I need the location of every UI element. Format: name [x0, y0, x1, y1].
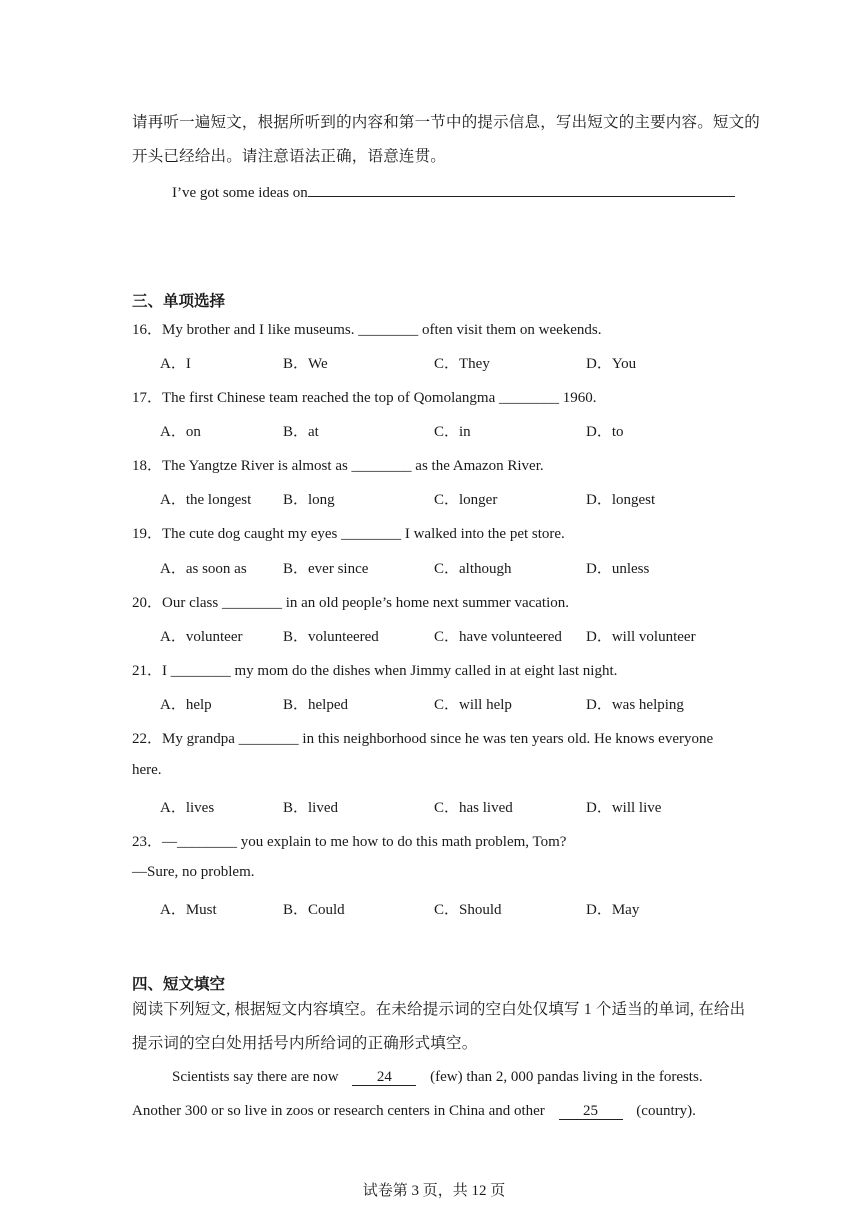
question-stem: 19．The cute dog caught my eyes ________ I walked into the pet store.: [132, 526, 565, 542]
writing-starter: [172, 182, 735, 202]
page-footer: 试卷第 3 页，共 12 页: [362, 1183, 506, 1199]
cloze-text: Scientists say there are now: [172, 1069, 339, 1085]
options-row: [160, 796, 760, 818]
intro-line-2: 开头已经给出。请注意语法正确，语意连贯。: [132, 148, 447, 165]
option-b[interactable]: B．long: [283, 492, 335, 508]
option-c[interactable]: C．will help: [434, 697, 512, 713]
option-a[interactable]: A．the longest: [160, 492, 252, 508]
question-stem: 18．The Yangtze River is almost as ________ as the Amazon River.: [132, 458, 544, 474]
question-stem: 20．Our class ________ in an old people’s home next summer vacation.: [132, 595, 569, 611]
blank-24[interactable]: 24: [352, 1069, 416, 1086]
option-d[interactable]: D．longest: [586, 492, 656, 508]
starter-text: I’ve got some ideas on: [172, 185, 308, 201]
cloze-instruction-1: 阅读下列短文, 根据短文内容填空。在未给提示词的空白处仅填写 1 个适当的单词, 在给出: [132, 1001, 746, 1018]
option-b[interactable]: B．ever since: [283, 561, 369, 577]
section-title-cloze: 四、短文填空: [132, 976, 226, 993]
cloze-line-1: [172, 1069, 703, 1086]
option-a[interactable]: A．on: [160, 424, 201, 440]
option-a[interactable]: A．Must: [160, 902, 217, 918]
option-a[interactable]: A．I: [160, 356, 191, 372]
option-c[interactable]: C．have volunteered: [434, 629, 562, 645]
writing-answer-line[interactable]: [308, 182, 735, 197]
option-a[interactable]: A．help: [160, 697, 212, 713]
option-d[interactable]: D．to: [586, 424, 624, 440]
option-a[interactable]: A．volunteer: [160, 629, 243, 645]
options-row: [160, 693, 760, 715]
option-b[interactable]: B．lived: [283, 800, 338, 816]
option-d[interactable]: D．was helping: [586, 697, 684, 713]
options-row: [160, 420, 760, 442]
option-b[interactable]: B．We: [283, 356, 328, 372]
question-stem-continued: here.: [132, 762, 162, 778]
cloze-instruction-2: 提示词的空白处用括号内所给词的正确形式填空。: [132, 1035, 478, 1052]
question-reply: —Sure, no problem.: [132, 864, 255, 880]
question-stem: 17．The first Chinese team reached the top of Qomolangma ________ 1960.: [132, 390, 597, 406]
options-row: [160, 488, 760, 510]
question-stem: 16．My brother and I like museums. ________ often visit them on weekends.: [132, 322, 602, 338]
option-b[interactable]: B．helped: [283, 697, 348, 713]
question-stem: 22．My grandpa ________ in this neighborhood since he was ten years old. He knows everyone: [132, 731, 714, 747]
option-d[interactable]: D．unless: [586, 561, 650, 577]
section-title-multiple-choice: 三、单项选择: [132, 293, 226, 310]
option-b[interactable]: B．Could: [283, 902, 345, 918]
question-stem: 21．I ________ my mom do the dishes when Jimmy called in at eight last night.: [132, 663, 618, 679]
cloze-line-2: [132, 1103, 696, 1120]
intro-line-1: 请再听一遍短文，根据所听到的内容和第一节中的提示信息，写出短文的主要内容。短文的: [132, 114, 761, 131]
question-stem: 23．—________ you explain to me how to do this math problem, Tom?: [132, 834, 567, 850]
option-a[interactable]: A．lives: [160, 800, 215, 816]
cloze-text: Another 300 or so live in zoos or research centers in China and other: [132, 1103, 545, 1119]
options-row: [160, 625, 760, 647]
options-row: [160, 898, 760, 920]
option-d[interactable]: D．May: [586, 902, 640, 918]
option-c[interactable]: C．in: [434, 424, 471, 440]
options-row: [160, 557, 760, 579]
cloze-text: (country).: [636, 1103, 696, 1119]
option-d[interactable]: D．will volunteer: [586, 629, 696, 645]
option-c[interactable]: C．longer: [434, 492, 498, 508]
blank-25[interactable]: 25: [559, 1103, 623, 1120]
option-c[interactable]: C．although: [434, 561, 512, 577]
option-c[interactable]: C．They: [434, 356, 490, 372]
option-d[interactable]: D．will live: [586, 800, 662, 816]
option-b[interactable]: B．at: [283, 424, 319, 440]
option-b[interactable]: B．volunteered: [283, 629, 379, 645]
option-c[interactable]: C．Should: [434, 902, 502, 918]
cloze-text: (few) than 2, 000 pandas living in the forests.: [430, 1069, 703, 1085]
options-row: [160, 352, 760, 374]
option-a[interactable]: A．as soon as: [160, 561, 247, 577]
option-c[interactable]: C．has lived: [434, 800, 513, 816]
option-d[interactable]: D．You: [586, 356, 637, 372]
